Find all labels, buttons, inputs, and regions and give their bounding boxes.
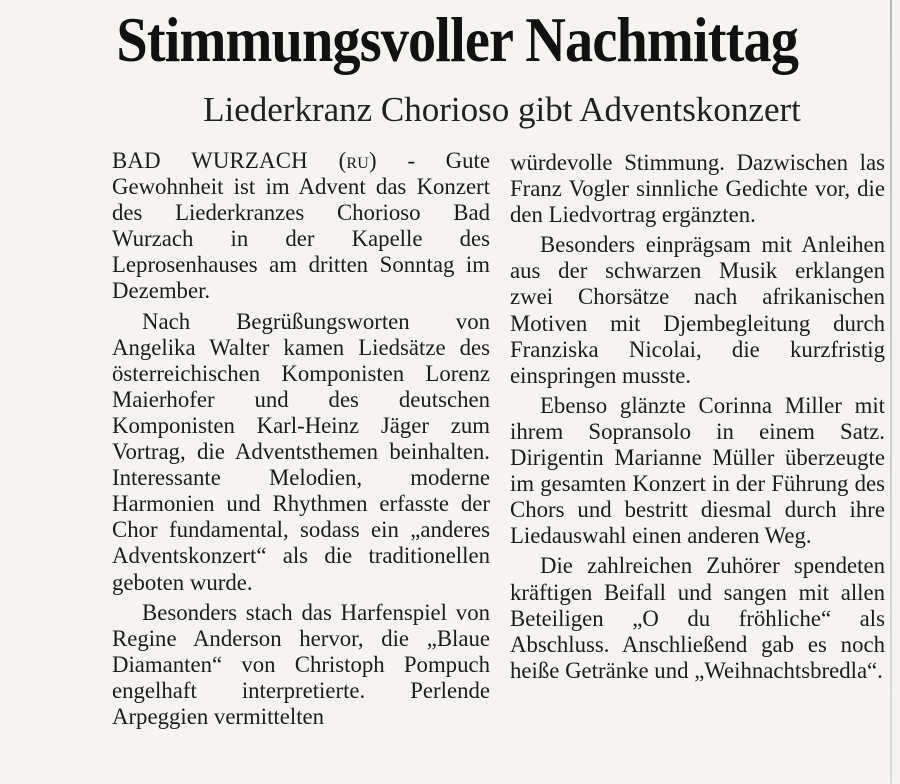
paragraph-2: Nach Begrüßungsworten von Angelika Walter kamen Liedsätze des österreichischen Komponisten Lorenz Maierhofer und des deutschen Komponisten Karl-Heinz Jäger zum Vortrag, die Adventsthemen beinhalten. Interessante Melodien, moderne Harmonien und Rhythmen erfasste der Chor fundamental, sodass ein „anderes Adventskonzert“ als die traditionellen geboten wurde. xyxy=(112,308,490,595)
subheadline: Liederkranz Chorioso gibt Adventskonzert xyxy=(203,90,801,129)
dateline: BAD WURZACH (ru) xyxy=(112,148,377,173)
paragraph-7: Die zahlreichen Zuhörer spendeten kräftigen Beifall und sangen mit allen Beteiligen „O du fröhliche“ als Abschluss. Anschließend gab es noch heiße Getränke und „Weihnachtsbredla“. xyxy=(510,553,885,683)
paragraph-1 xyxy=(112,148,490,305)
article-column-left xyxy=(112,148,490,730)
paragraph-6: Ebenso glänzte Corinna Miller mit ihrem Sopransolo in einem Satz. Dirigentin Marianne Müller überzeugte im gesamten Konzert in der Führung des Chors und bestritt diesmal durch ihre Liedauswahl einen anderen Weg. xyxy=(510,392,885,549)
headline: Stimmungsvoller Nachmittag xyxy=(116,4,799,75)
paragraph-5: Besonders einprägsam mit Anleihen aus der schwarzen Musik erklangen zwei Chorsätze nach afrikanischen Motiven mit Djembegleitung durch Franziska Nicolai, die kurzfristig einspringen musste. xyxy=(510,232,885,388)
paragraph-4: würdevolle Stimmung. Dazwischen las Franz Vogler sinnliche Gedichte vor, die den Liedvortrag ergänzten. xyxy=(510,150,885,228)
paragraph-3: Besonders stach das Harfenspiel von Regine Anderson hervor, die „Blaue Diamanten“ von Christoph Pompuch engelhaft interpretierte. Perlende Arpeggien vermittelten xyxy=(112,599,490,729)
article-column-right xyxy=(510,150,885,684)
paragraph-1-text: - Gute Gewohnheit ist im Advent das Konzert des Liederkranzes Chorioso Bad Wurzach in der Kapelle des Leprosenhauses am dritten Sonntag im Dezember. xyxy=(112,148,490,304)
